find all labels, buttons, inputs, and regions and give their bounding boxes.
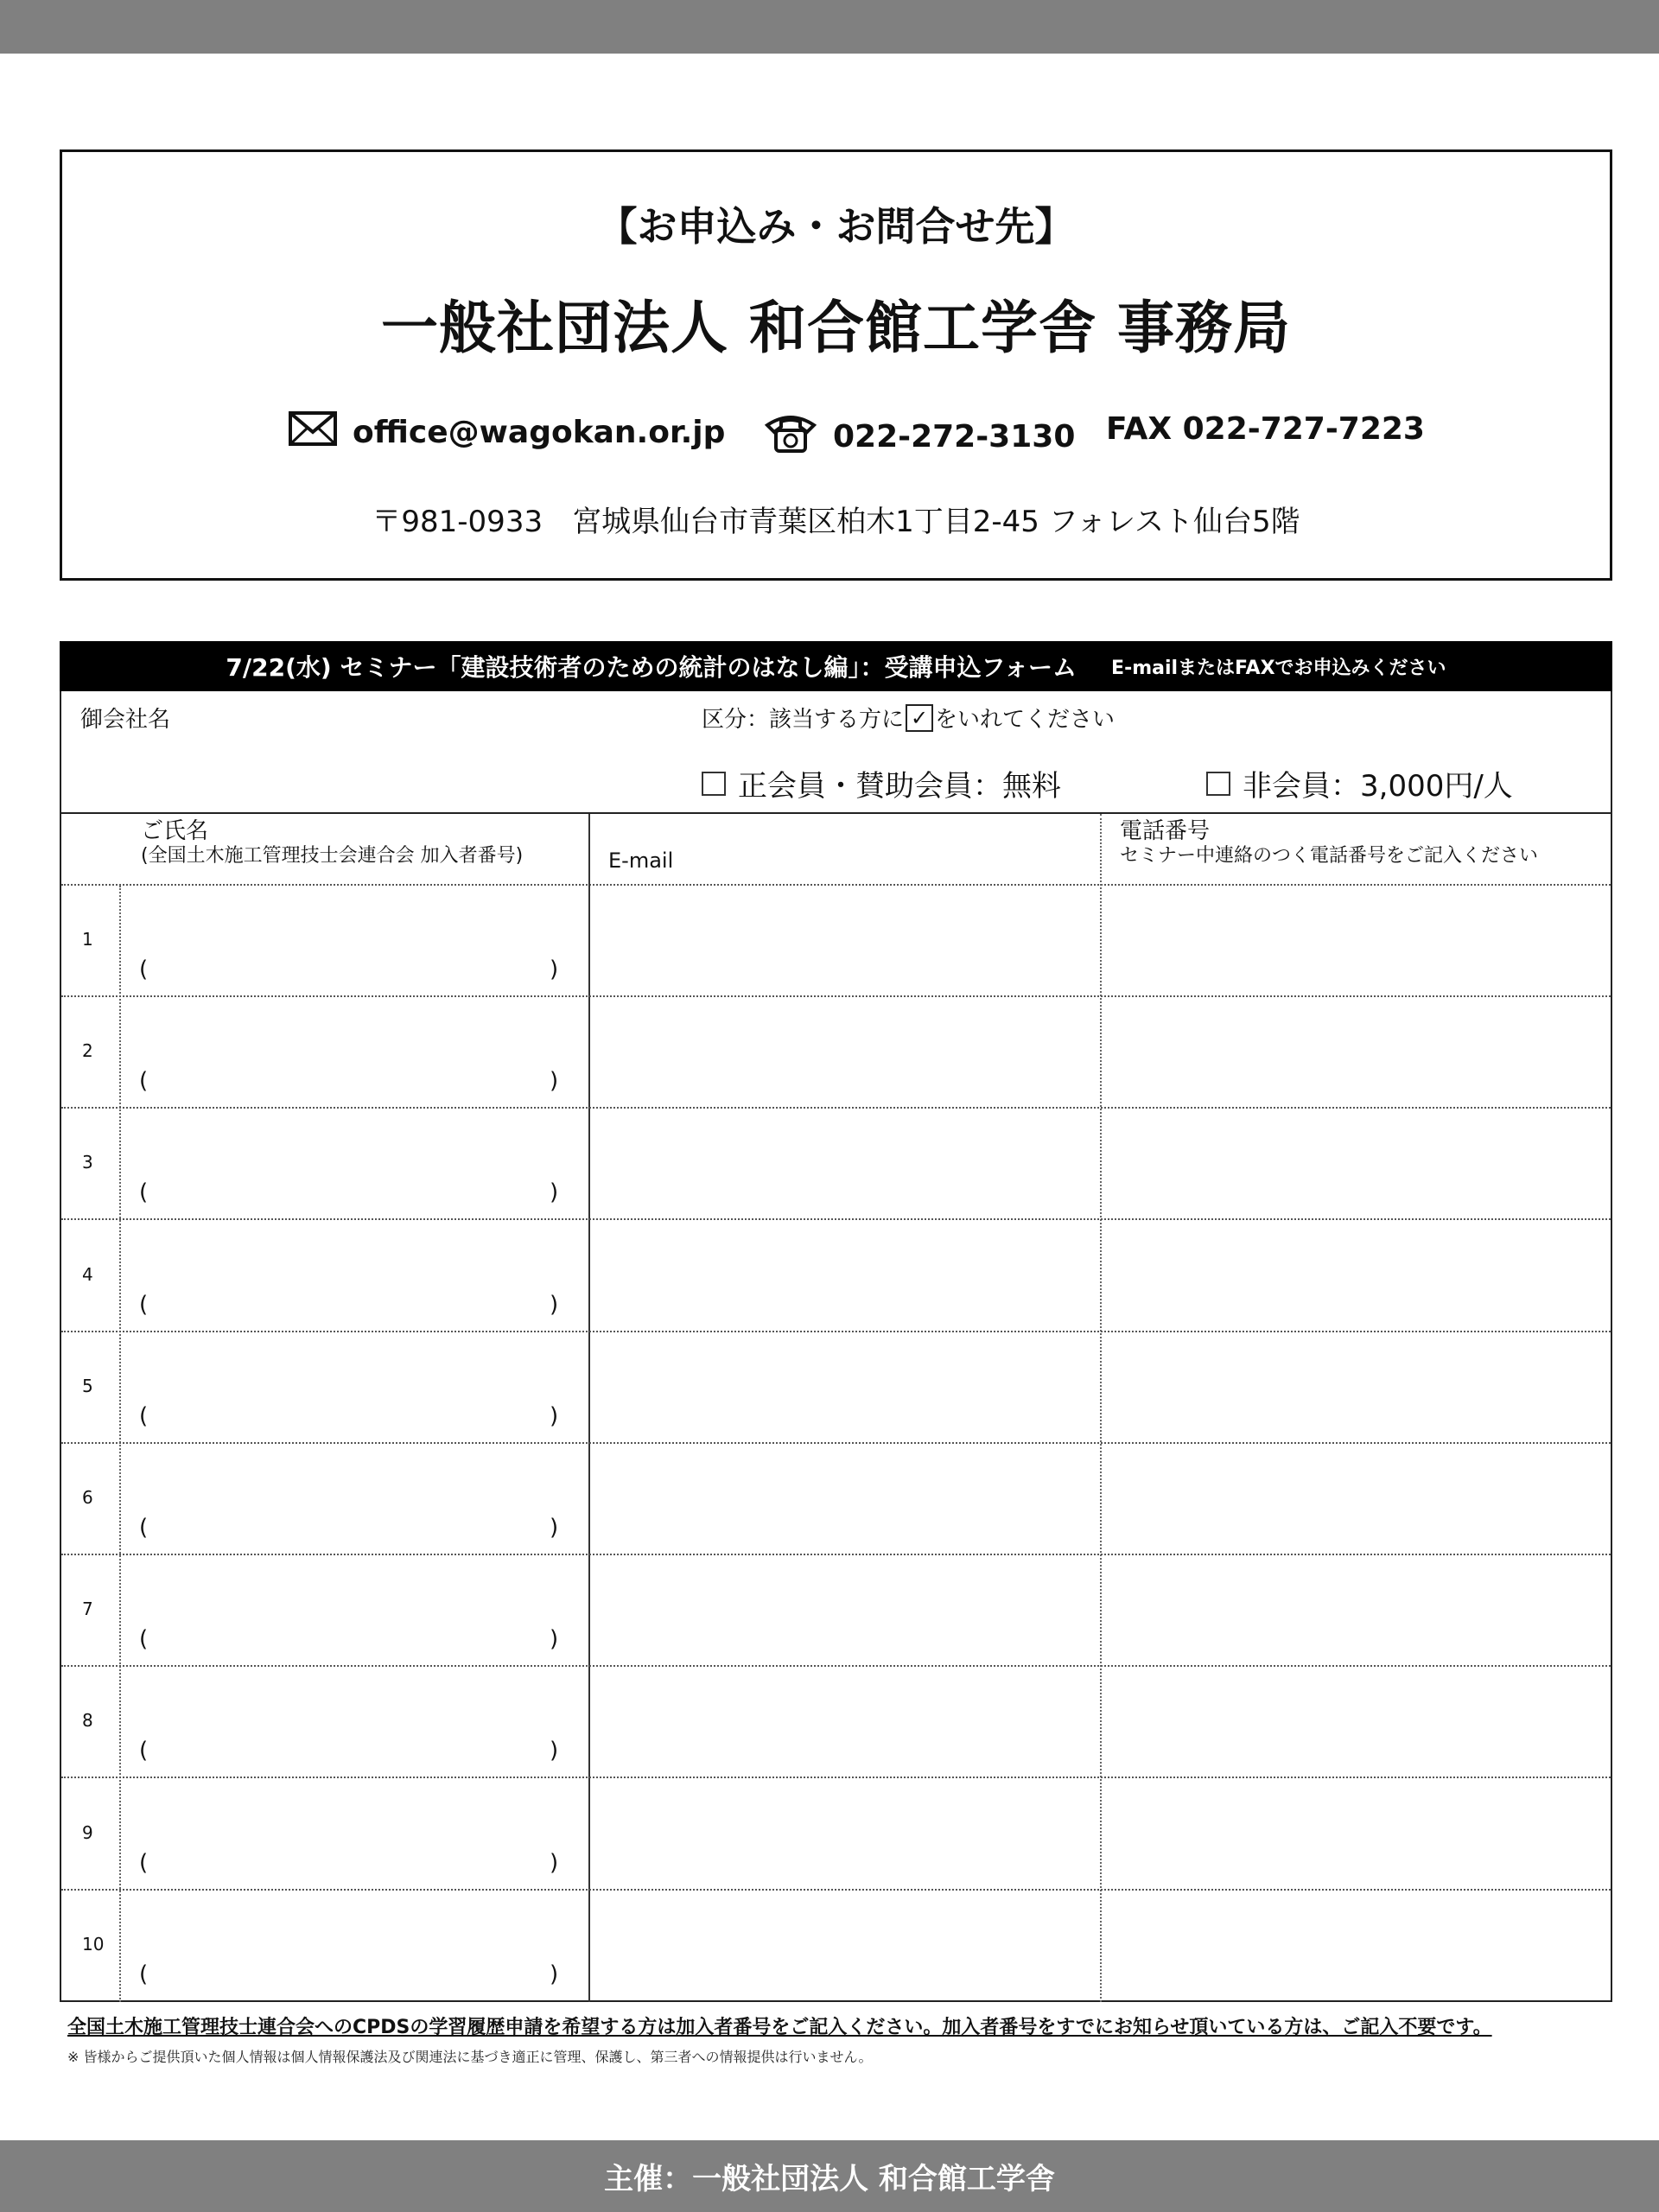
- row-number: 7: [82, 1599, 93, 1620]
- company-row: [61, 691, 1611, 814]
- footer-organizer: [0, 2140, 1659, 2212]
- option-nonmember-label: 非会員：3,000円/人: [1243, 769, 1513, 804]
- contact-box: [60, 149, 1612, 581]
- column-email-header: E-mail: [608, 849, 674, 873]
- member-checkbox[interactable]: [702, 772, 726, 796]
- row-number: 3: [82, 1152, 93, 1173]
- table-row: [61, 1109, 1611, 1220]
- member-number-paren-open: (: [139, 1738, 149, 1764]
- member-number-paren-close: ): [550, 1626, 559, 1653]
- member-number-paren-open: (: [139, 1515, 149, 1541]
- table-row: [61, 886, 1611, 997]
- member-number-paren-open: (: [139, 1179, 149, 1206]
- phone-header-label: 電話番号: [1120, 818, 1211, 844]
- column-phone-header: [1120, 819, 1538, 867]
- top-band: [0, 0, 1659, 54]
- member-number-paren-close: ): [550, 1179, 559, 1206]
- category-suffix: をいれてください: [935, 707, 1116, 733]
- category-instruction: [702, 702, 1115, 734]
- contact-fax: FAX 022-727-7223: [1106, 411, 1425, 447]
- address: 〒981-0933 宮城県仙台市青葉区柏木1丁目2-45 フォレスト仙台5階: [372, 505, 1300, 539]
- checkmark-icon: ✓: [906, 704, 933, 732]
- form-title: 7/22(水) セミナー「建設技術者のための統計のはなし編」：受講申込フォーム: [226, 653, 1077, 682]
- name-header-label: ご氏名: [141, 818, 209, 844]
- submit-note: E-mailまたはFAXでお申込みください: [1111, 657, 1446, 679]
- row-number: 10: [82, 1933, 105, 1955]
- telephone-icon: [764, 411, 817, 462]
- contact-heading: 【お申込み・お問合せ先】: [597, 203, 1075, 250]
- member-number-paren-open: (: [139, 1626, 149, 1653]
- table-row: [61, 1555, 1611, 1667]
- table-header: [61, 814, 1611, 886]
- organizer-label: 主催：一般社団法人 和合館工学舎: [604, 2162, 1055, 2196]
- row-number: 5: [82, 1375, 93, 1396]
- option-member-label: 正会員・賛助会員：無料: [738, 769, 1061, 804]
- table-row: [61, 997, 1611, 1109]
- row-number: 1: [82, 929, 93, 950]
- member-number-paren-open: (: [139, 957, 149, 982]
- member-number-paren-close: ): [550, 1961, 559, 1987]
- form-title-bar: [60, 641, 1612, 691]
- member-number-paren-open: (: [139, 1068, 149, 1095]
- option-member[interactable]: [702, 762, 1061, 804]
- column-name-header: [141, 819, 523, 867]
- cpds-note: 全国土木施工管理技士連合会へのCPDSの学習履歴申請を希望する方は加入者番号をご記入ください。加入者番号をすでにお知らせ頂いている方は、ご記入不要です。: [67, 2017, 1492, 2038]
- table-row: [61, 1221, 1611, 1332]
- phone-header-sub: セミナー中連絡のつく電話番号をご記入ください: [1120, 844, 1539, 867]
- row-number: 6: [82, 1487, 93, 1508]
- member-number-paren-open: (: [139, 1402, 149, 1429]
- member-number-paren-open: (: [139, 1849, 149, 1876]
- contact-phone[interactable]: 022-272-3130: [833, 419, 1076, 454]
- application-form: [60, 691, 1612, 2002]
- email-line: [289, 411, 725, 454]
- member-number-paren-close: ): [550, 1849, 559, 1876]
- table-row: [61, 1667, 1611, 1778]
- privacy-note: ※ 皆様からご提供頂いた個人情報は個人情報保護法及び関連法に基づき適正に管理、保護し、第三者への情報提供は行いません。: [67, 2049, 873, 2065]
- table-row: [61, 1891, 1611, 2002]
- row-number: 9: [82, 1821, 93, 1843]
- name-header-sub: (全国土木施工管理技士会連合会 加入者番号): [141, 844, 524, 867]
- phone-line: [764, 411, 1075, 462]
- table-row: [61, 1444, 1611, 1555]
- table-row: [61, 1332, 1611, 1444]
- option-nonmember[interactable]: [1206, 762, 1513, 804]
- table-row: [61, 1779, 1611, 1891]
- category-prefix: 区分：該当する方に: [702, 707, 905, 733]
- company-label: 御会社名: [80, 707, 171, 733]
- member-number-paren-close: ): [550, 1291, 559, 1318]
- member-number-paren-close: ): [550, 1068, 559, 1095]
- fax-line: [1106, 411, 1425, 447]
- organization-name: 一般社団法人 和合館工学舎 事務局: [381, 295, 1291, 361]
- member-number-paren-open: (: [139, 1291, 149, 1318]
- envelope-icon: [289, 411, 337, 454]
- member-number-paren-close: ): [550, 1738, 559, 1764]
- member-number-paren-close: ): [550, 957, 559, 982]
- row-number: 2: [82, 1040, 93, 1062]
- nonmember-checkbox[interactable]: [1206, 772, 1230, 796]
- member-number-paren-open: (: [139, 1961, 149, 1987]
- row-number: 4: [82, 1263, 93, 1285]
- member-number-paren-close: ): [550, 1402, 559, 1429]
- contact-email[interactable]: office@wagokan.or.jp: [353, 415, 726, 450]
- member-number-paren-close: ): [550, 1515, 559, 1541]
- row-number: 8: [82, 1710, 93, 1732]
